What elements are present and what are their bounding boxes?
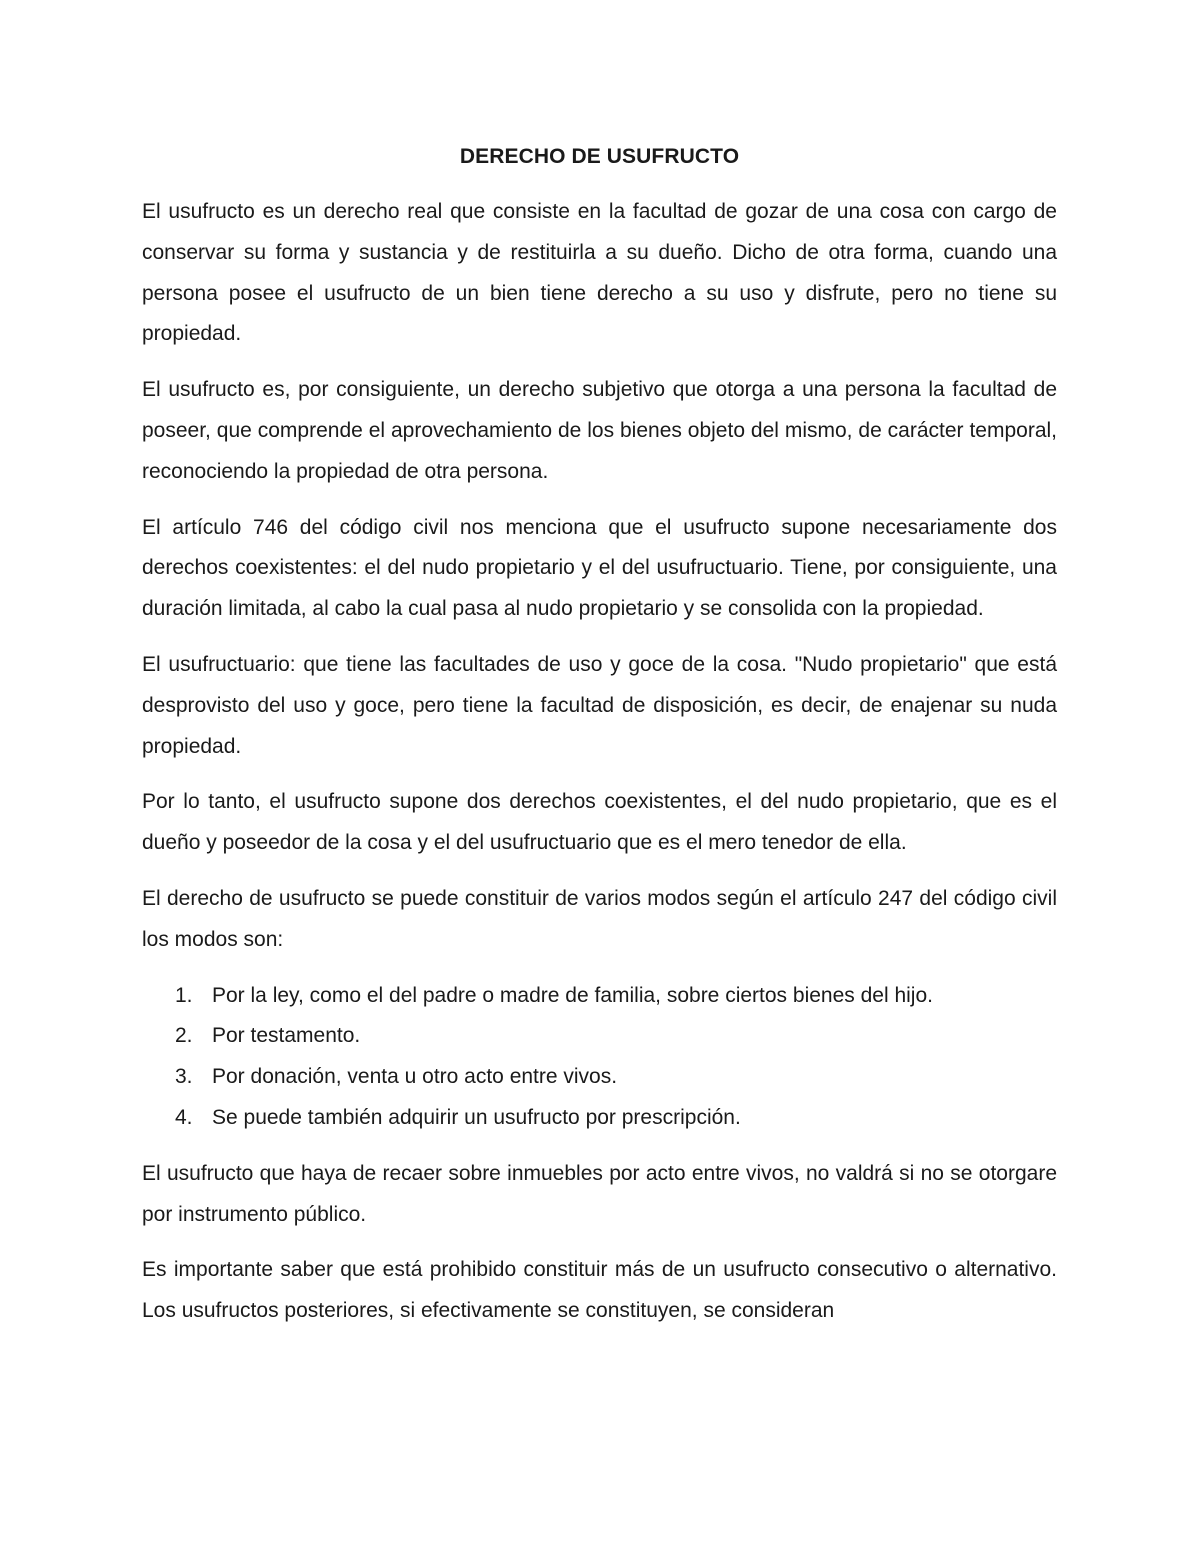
paragraph-usufructuario: El usufructuario: que tiene las facultades de uso y goce de la cosa. "Nudo propietario" que está desprovisto del uso y goce, pero tiene la facultad de disposición, es decir, de enajenar su nuda propiedad. (142, 652, 1057, 758)
list-item (142, 1098, 1057, 1139)
list-item (142, 976, 1057, 1017)
modos-list (142, 976, 1057, 1139)
paragraph-prohibido: Es importante saber que está prohibido constituir más de un usufructo consecutivo o alternativo. Los usufructos posteriores, si efectivamente se constituyen, se consideran (142, 1258, 1057, 1323)
list-item-text: Por testamento. (212, 1024, 361, 1048)
paragraph-derecho-subjetivo: El usufructo es, por consiguiente, un derecho subjetivo que otorga a una persona la facultad de poseer, que comprende el aprovechamiento de los bienes objeto del mismo, de carácter temporal, reconociendo la propiedad de otra persona. (142, 378, 1057, 483)
list-item-number: 2. (175, 1024, 193, 1048)
paragraph-usufructo-definition: El usufructo es un derecho real que consiste en la facultad de gozar de una cosa con cargo de conservar su forma y sustancia y de restituirla a su dueño. Dicho de otra forma, cuando una persona posee el usufructo de un bien tiene derecho a su uso y disfrute, pero no tiene su propiedad. (142, 200, 1057, 346)
list-item (142, 1057, 1057, 1098)
document-title: DERECHO DE USUFRUCTO (459, 145, 740, 168)
paragraph-por-lo-tanto: Por lo tanto, el usufructo supone dos derechos coexistentes, el del nudo propietario, que es el dueño y poseedor de la cosa y el del usufructuario que es el mero tenedor de ella. (142, 790, 1057, 855)
list-item-number: 4. (175, 1105, 193, 1129)
paragraph-modos-intro: El derecho de usufructo se puede constituir de varios modos según el artículo 247 del código civil los modos son: (142, 886, 1057, 951)
list-item-text: Por la ley, como el del padre o madre de familia, sobre ciertos bienes del hijo. (212, 983, 933, 1007)
list-item-number: 3. (175, 1065, 193, 1089)
paragraph-articulo-746: El artículo 746 del código civil nos menciona que el usufructo supone necesariamente dos derechos coexistentes: el del nudo propietario y el del usufructuario. Tiene, por consiguiente, una duración limitada, al cabo la cual pasa al nudo propietario y se consolida con la propiedad. (142, 515, 1057, 621)
document-body (142, 140, 1057, 1347)
paragraph-inmuebles: El usufructo que haya de recaer sobre inmuebles por acto entre vivos, no valdrá si no se otorgare por instrumento público. (142, 1161, 1057, 1226)
list-item-text: Se puede también adquirir un usufructo por prescripción. (212, 1105, 741, 1129)
list-item-number: 1. (175, 983, 193, 1007)
list-item-text: Por donación, venta u otro acto entre vivos. (212, 1065, 618, 1089)
list-item (142, 1016, 1057, 1057)
